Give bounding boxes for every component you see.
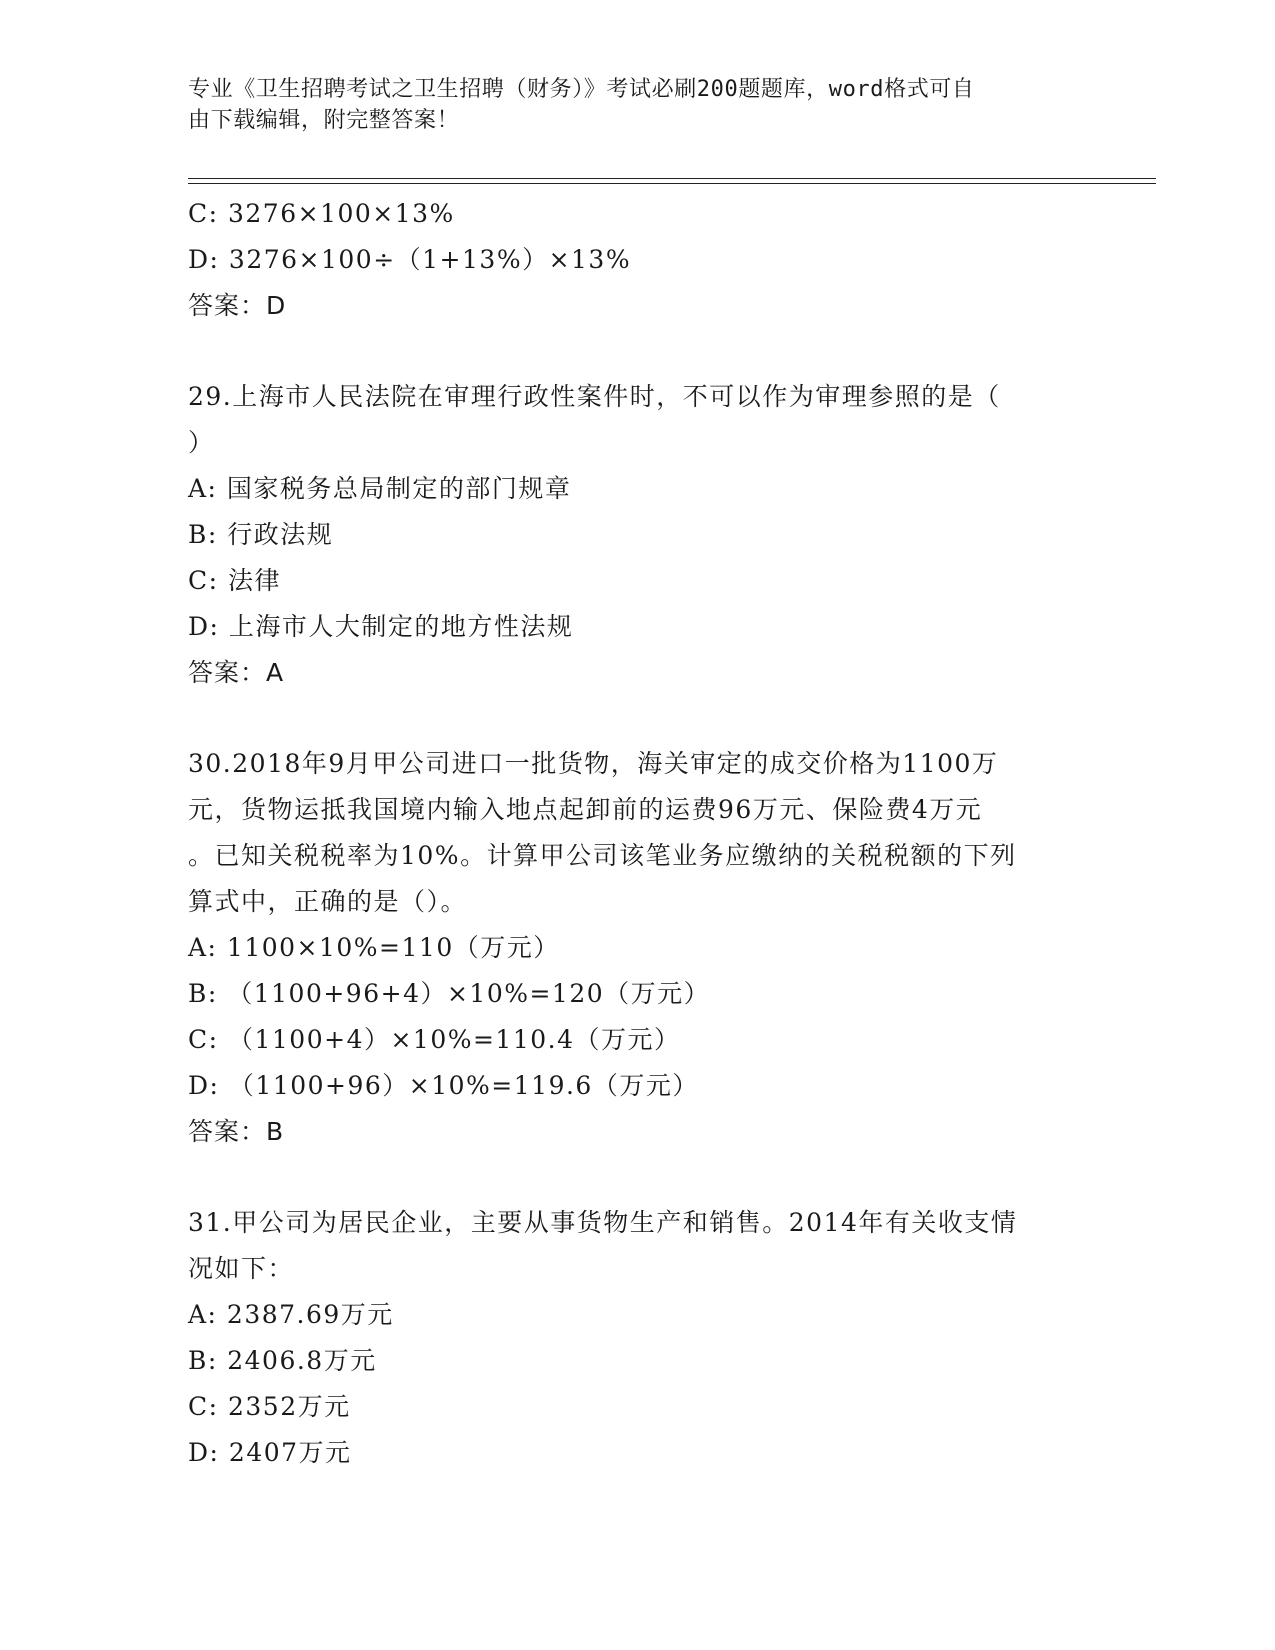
option-c: C: 3276×100×13% [188, 199, 455, 228]
question-30 [188, 741, 1088, 1155]
header-divider-bottom [188, 183, 1156, 184]
question-stem-line: 29.上海市人民法院在审理行政性案件时，不可以作为审理参照的是（ [188, 382, 1001, 411]
document-header [188, 74, 1068, 136]
option-d: D: 上海市人大制定的地方性法规 [188, 612, 574, 641]
answer-line: 答案：A [188, 658, 285, 687]
option-a: A: 1100×10%=110（万元） [188, 933, 560, 962]
spacer [188, 329, 1088, 374]
question-stem-line: 。已知关税税率为10%。计算甲公司该笔业务应缴纳的关税税额的下列 [188, 841, 1017, 870]
header-title-line-2: 由下载编辑，附完整答案！ [188, 108, 460, 133]
option-d: D: 3276×100÷（1+13%）×13% [188, 245, 632, 274]
option-c: C: 法律 [188, 566, 281, 595]
question-31 [188, 1200, 1088, 1476]
answer-line: 答案：D [188, 291, 287, 320]
option-b: B: 行政法规 [188, 520, 334, 549]
option-a: A: 2387.69万元 [188, 1300, 394, 1329]
option-b: B: 2406.8万元 [188, 1346, 377, 1375]
option-b: B: （1100+96+4）×10%=120（万元） [188, 979, 711, 1008]
question-stem-line: 元，货物运抵我国境内输入地点起卸前的运费96万元、保险费4万元 [188, 795, 983, 824]
question-stem-line: 30.2018年9月甲公司进口一批货物，海关审定的成交价格为1100万 [188, 749, 999, 778]
header-divider-top [188, 178, 1156, 179]
option-c: C: （1100+4）×10%=110.4（万元） [188, 1025, 681, 1054]
option-c: C: 2352万元 [188, 1392, 351, 1421]
spacer [188, 696, 1088, 741]
option-a: A: 国家税务总局制定的部门规章 [188, 474, 572, 503]
question-28-tail [188, 191, 1088, 329]
option-d: D: 2407万元 [188, 1438, 352, 1467]
question-stem-line: 况如下： [188, 1254, 295, 1283]
header-title-line-1: 专业《卫生招聘考试之卫生招聘（财务）》考试必刷200题题库，word格式可自 [188, 77, 975, 102]
question-list [188, 191, 1088, 1476]
question-stem-line: ） [188, 428, 215, 457]
answer-line: 答案：B [188, 1117, 285, 1146]
option-d: D: （1100+96）×10%=119.6（万元） [188, 1071, 699, 1100]
question-stem-line: 31.甲公司为居民企业，主要从事货物生产和销售。2014年有关收支情 [188, 1208, 1018, 1237]
spacer [188, 1155, 1088, 1200]
question-stem-line: 算式中，正确的是（）。 [188, 887, 468, 916]
question-29 [188, 374, 1088, 696]
